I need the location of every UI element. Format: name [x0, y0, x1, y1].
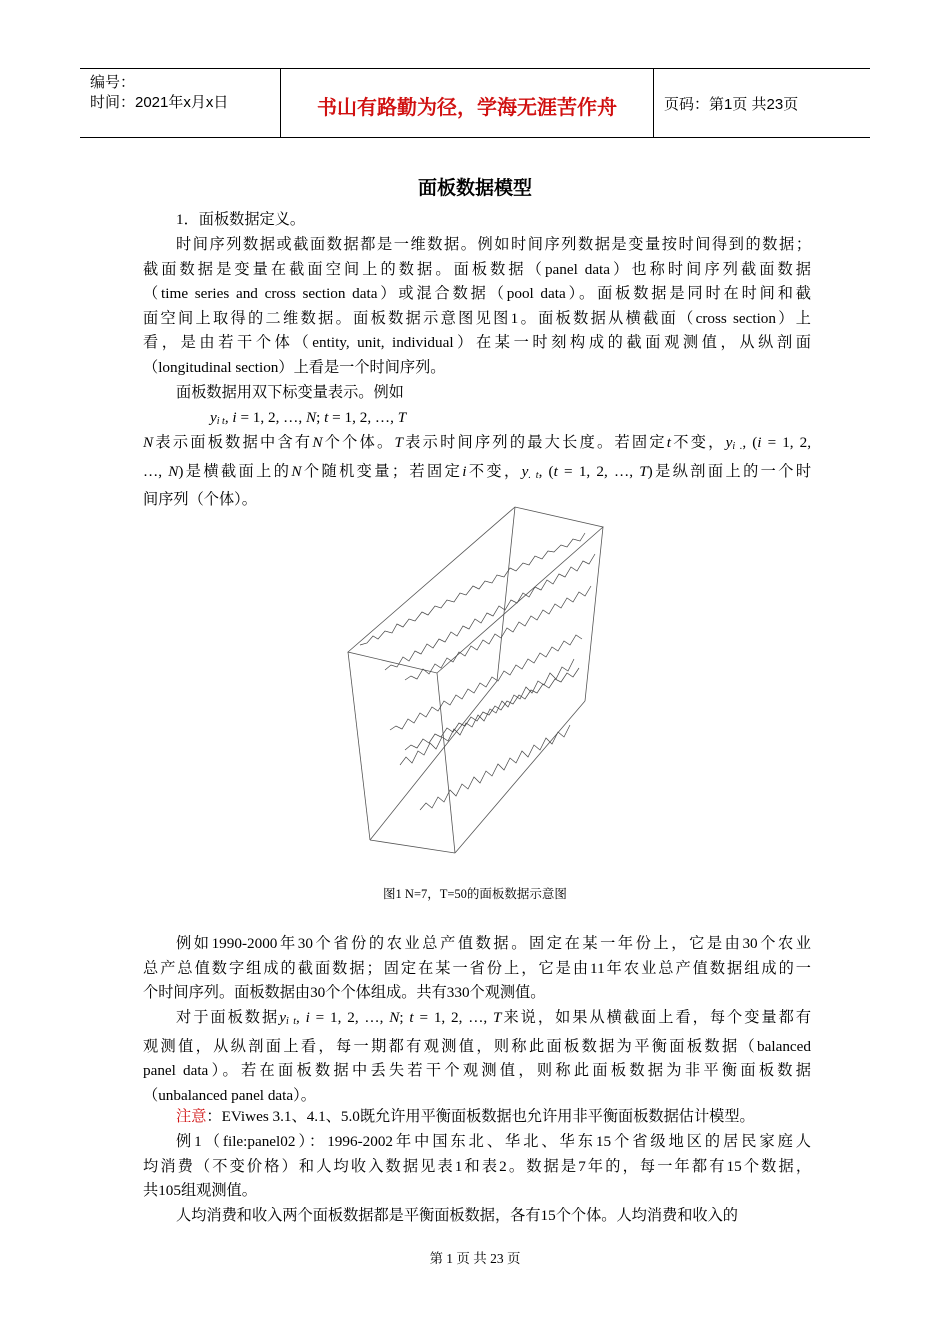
box-edge-back-right: [585, 527, 603, 701]
series-line: [400, 659, 574, 765]
time-series-lines: [360, 533, 595, 810]
section-heading: 1．面板数据定义。: [176, 211, 306, 228]
paragraph-consumption-income: 人均消费和收入两个面板数据都是平衡面板数据，各有15个个体。人均消费和收入的: [176, 1207, 738, 1224]
box-edge-bottom-left: [370, 681, 497, 840]
series-line: [385, 554, 595, 670]
box-edge-front-right: [437, 673, 455, 853]
header-center-cell: [281, 69, 654, 137]
header-page-label: 页码：第1页 共23页: [664, 96, 799, 113]
paragraph-notation-intro: 面板数据用双下标变量表示。例如: [176, 384, 404, 401]
header-right-cell: [654, 69, 870, 137]
page-title: 面板数据模型: [417, 178, 532, 199]
paragraph-notation-explain: N表示面板数据中含有N个个体。T表示时间序列的最大长度。若固定t不变，$y_{i .}$, (i = 1, 2, …, N)是横截面上的N个随机变量；若固定i不变，$y_{. t}$, (t = 1, 2, …, T)是纵剖面上的一个时 间序列（个体）。: [143, 434, 812, 509]
paragraph-note: 注意：EViwes 3.1、4.1、5.0既允许用平衡面板数据也允许用非平衡面板数据估计模型。: [176, 1108, 755, 1125]
document-number-label: 编号：: [90, 74, 136, 91]
box-edge-front-left: [348, 652, 370, 840]
panel-data-3d-figure: [345, 505, 607, 855]
box-edge-bottom-front: [370, 840, 455, 853]
box-edge-back-left: [497, 507, 515, 681]
series-line: [405, 586, 591, 680]
box-edge-bottom-right: [455, 701, 585, 853]
note-label: 注意: [176, 1108, 207, 1125]
paragraph-definition: 时间序列数据或截面数据都是一维数据。例如时间序列数据是变量按时间得到的数据； 截面数据是变量在截面空间上的数据。面板数据（panel data）也称时间序列截面数据 （time series and cross section data）或混合数据（pool data）。面板数据是同时在时间和截 面空间上取得的二维数据。面板数据示意图见图1。面板数据从横截面（cross section）上 看，是由若干个体（entity, unit, individual）在某一时刻构成的截面观测值，从纵剖面 （longitudinal section）上看是一个时间序列。: [143, 236, 811, 376]
formula-line: $y_{i t}$, i = 1, 2, …, N; t = 1, 2, …, T: [210, 409, 407, 427]
box-top-face: [348, 507, 603, 673]
document-time-label: 时间：2021年x月x日: [90, 94, 229, 111]
page-footer: 第 1 页 共 23 页: [429, 1251, 521, 1266]
paragraph-balanced-panel: 对于面板数据$y_{i t}$, i = 1, 2, …, N; t = 1, 2, …, T来说，如果从横截面上看，每个变量都有 观测值，从纵剖面上看，每一期都有观测值，则称此面板数据为平衡面板数据（balanced panel data）。若在面板数据中丢失若干个观测值，则称此面板数据为非平衡面板数据 （unbalanced panel data）。: [143, 1009, 812, 1104]
series-line: [360, 533, 585, 645]
figure-caption: 图1 N=7，T=50的面板数据示意图: [383, 887, 567, 901]
series-line: [390, 635, 582, 730]
header-table: [80, 68, 870, 138]
paragraph-example-1: 例1（file:panel02）：1996-2002年中国东北、华北、华东15个省级地区的居民家庭人 均消费（不变价格）和人均收入数据见表1和表2。数据是7年的，每一年都有15个数据， 共105组观测值。: [143, 1133, 811, 1200]
box-wireframe: [348, 507, 603, 853]
header-motto: 书山有路勤为径，学海无涯苦作舟: [317, 97, 617, 119]
paragraph-example-agriculture: 例如1990-2000年30个省份的农业总产值数据。固定在某一年份上，它是由30个农业 总产总值数字组成的截面数据；固定在某一省份上，它是由11年农业总产值数据组成的一 个时间序列。面板数据由30个个体组成。共有330个观测值。: [143, 935, 811, 1002]
header-left-cell: [80, 69, 281, 137]
